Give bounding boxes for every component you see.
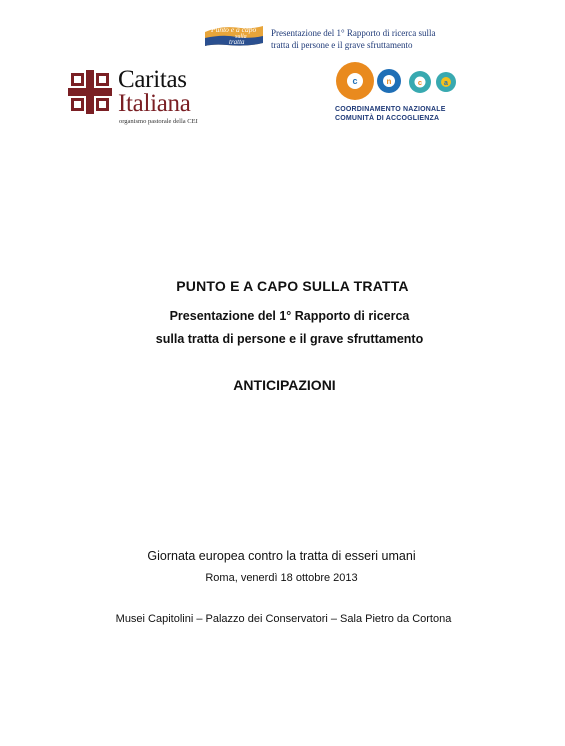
cnca-letter-a: a — [444, 80, 448, 87]
document-title: PUNTO E A CAPO SULLA TRATTA — [176, 278, 409, 294]
cnca-letter-n: n — [386, 77, 392, 86]
cnca-logo — [333, 62, 463, 124]
event-date: Roma, venerdì 18 ottobre 2013 — [205, 572, 358, 584]
caritas-logo — [68, 68, 218, 128]
cnca-letter-c2: c — [417, 78, 423, 87]
section-heading: ANTICIPAZIONI — [233, 377, 336, 393]
cnca-letter-c1: c — [352, 76, 358, 86]
running-header-line1: Presentazione del 1° Rapporto di ricerca sulla — [271, 28, 436, 38]
event-name: Giornata europea contro la tratta di esseri umani — [147, 549, 416, 563]
logo-text-top: Punto e a capo — [211, 25, 257, 34]
cnca-circles — [333, 62, 458, 102]
cnca-line1: COORDINAMENTO NAZIONALE — [335, 106, 446, 113]
running-header — [271, 27, 461, 51]
event-venue: Musei Capitolini – Palazzo dei Conservatori – Sala Pietro da Cortona — [115, 613, 452, 625]
caritas-name-line1: Caritas — [118, 66, 187, 93]
subtitle-line1: Presentazione del 1° Rapporto di ricerca — [169, 309, 410, 323]
caritas-name-line2: Italiana — [118, 90, 191, 117]
logo-text-mid: sulla — [235, 34, 247, 40]
running-header-line2: tratta di persone e il grave sfruttamento — [271, 40, 413, 50]
cnca-line2: COMUNITÀ DI ACCOGLIENZA — [335, 115, 440, 122]
subtitle-line2: sulla tratta di persone e il grave sfruttamento — [155, 332, 424, 346]
logo-text-bottom: tratta — [229, 38, 245, 46]
caritas-subtitle: organismo pastorale della CEI — [119, 118, 198, 125]
caritas-cross-icon — [68, 70, 112, 114]
punto-e-a-capo-logo — [203, 23, 265, 47]
